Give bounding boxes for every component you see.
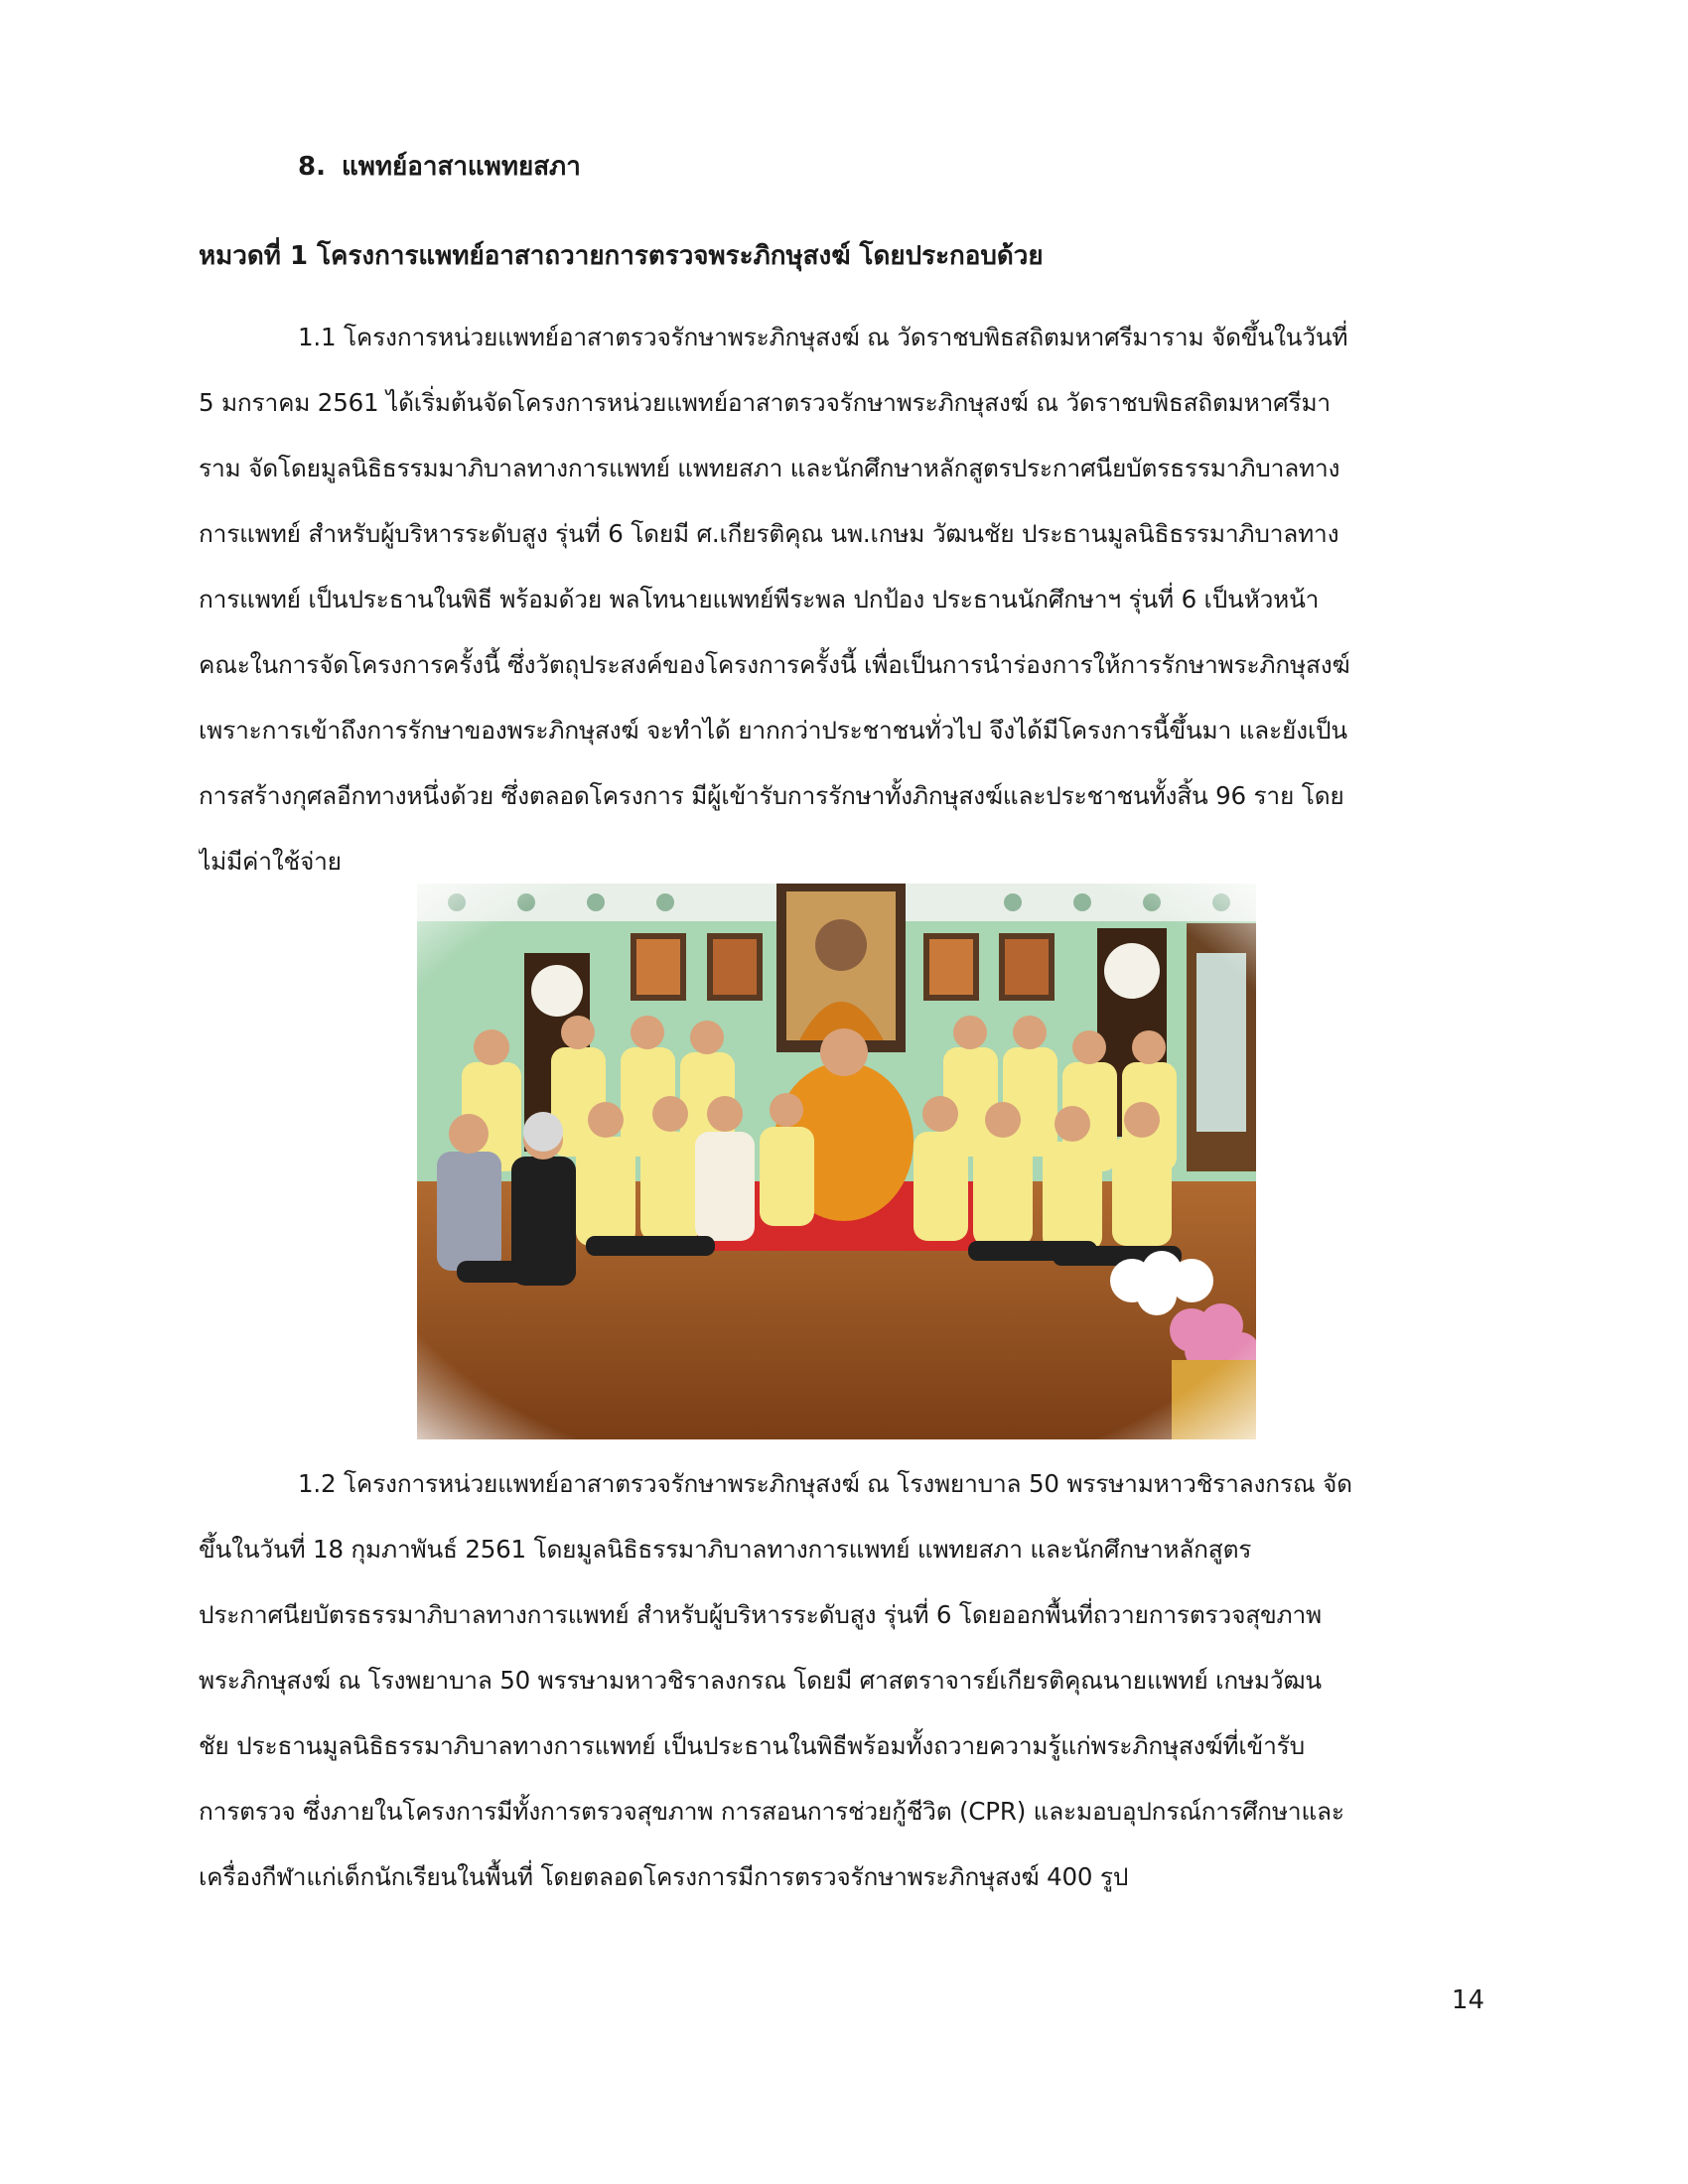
paragraph-line: 1.1 โครงการหน่วยแพทย์อาสาตรวจรักษาพระภิกษุสงฆ์ ณ วัดราชบพิธสถิตมหาศรีมาราม จัดขึ้นในวันที่ xyxy=(298,323,1348,351)
section-title: แพทย์อาสาแพทยสภา xyxy=(341,152,581,182)
paragraph-1 xyxy=(199,305,1489,894)
paragraph-line: การแพทย์ สำหรับผู้บริหารระดับสูง รุ่นที่ 6 โดยมี ศ.เกียรติคุณ นพ.เกษม วัฒนชัย ประธานมูลนิธิธรรมาภิบาลทาง xyxy=(199,519,1339,548)
paragraph-line: การสร้างกุศลอีกทางหนึ่งด้วย ซึ่งตลอดโครงการ มีผู้เข้ารับการรักษาทั้งภิกษุสงฆ์และประชาชนทั้งสิ้น 96 ราย โดย xyxy=(199,781,1344,810)
paragraph-line: 1.2 โครงการหน่วยแพทย์อาสาตรวจรักษาพระภิกษุสงฆ์ ณ โรงพยาบาล 50 พรรษามหาวชิราลงกรณ จัด xyxy=(298,1469,1352,1498)
paragraph-line: เพราะการเข้าถึงการรักษาของพระภิกษุสงฆ์ จะทำได้ ยากกว่าประชาชนทั่วไป จึงได้มีโครงการนี้ขึ้นมา และยังเป็น xyxy=(199,716,1347,745)
group-photo-image xyxy=(417,884,1256,1439)
paragraph-line: เครื่องกีฬาแก่เด็กนักเรียนในพื้นที่ โดยตลอดโครงการมีการตรวจรักษาพระภิกษุสงฆ์ 400 รูป xyxy=(199,1862,1129,1891)
paragraph-line: ราม จัดโดยมูลนิธิธรรมมาภิบาลทางการแพทย์ แพทยสภา และนักศึกษาหลักสูตรประกาศนียบัตรธรรมาภิบาลทาง xyxy=(199,454,1340,482)
section-heading xyxy=(298,146,581,187)
paragraph-line: 5 มกราคม 2561 ได้เริ่มต้นจัดโครงการหน่วยแพทย์อาสาตรวจรักษาพระภิกษุสงฆ์ ณ วัดราชบพิธสถิตมหาศรีมา xyxy=(199,388,1331,417)
paragraph-line: การแพทย์ เป็นประธานในพิธี พร้อมด้วย พลโทนายแพทย์พีระพล ปกป้อง ประธานนักศึกษาฯ รุ่นที่ 6 เป็นหัวหน้า xyxy=(199,585,1320,614)
category-heading: หมวดที่ 1 โครงการแพทย์อาสาถวายการตรวจพระภิกษุสงฆ์ โดยประกอบด้วย xyxy=(199,241,1044,271)
paragraph-line: ไม่มีค่าใช้จ่าย xyxy=(199,847,342,876)
page-number: 14 xyxy=(1451,1985,1484,2015)
paragraph-line: ชัย ประธานมูลนิธิธรรมาภิบาลทางการแพทย์ เป็นประธานในพิธีพร้อมทั้งถวายความรู้แก่พระภิกษุสงฆ์ที่เข้ารับ xyxy=(199,1731,1305,1760)
paragraph-line: ประกาศนียบัตรธรรมาภิบาลทางการแพทย์ สำหรับผู้บริหารระดับสูง รุ่นที่ 6 โดยออกพื้นที่ถวายการตรวจสุขภาพ xyxy=(199,1600,1322,1629)
group-photo xyxy=(417,884,1256,1439)
section-number: 8. xyxy=(298,152,326,182)
paragraph-2 xyxy=(199,1451,1489,1910)
paragraph-line: คณะในการจัดโครงการครั้งนี้ ซึ่งวัตถุประสงค์ของโครงการครั้งนี้ เพื่อเป็นการนำร่องการให้การรักษาพระภิกษุสงฆ์ xyxy=(199,650,1350,679)
paragraph-line: ขึ้นในวันที่ 18 กุมภาพันธ์ 2561 โดยมูลนิธิธรรมาภิบาลทางการแพทย์ แพทยสภา และนักศึกษาหลักสูตร xyxy=(199,1535,1252,1564)
paragraph-line: การตรวจ ซึ่งภายในโครงการมีทั้งการตรวจสุขภาพ การสอนการช่วยกู้ชีวิต (CPR) และมอบอุปกรณ์การศึกษาและ xyxy=(199,1797,1344,1826)
paragraph-line: พระภิกษุสงฆ์ ณ โรงพยาบาล 50 พรรษามหาวชิราลงกรณ โดยมี ศาสตราจารย์เกียรติคุณนายแพทย์ เกษมวัฒน xyxy=(199,1666,1322,1695)
